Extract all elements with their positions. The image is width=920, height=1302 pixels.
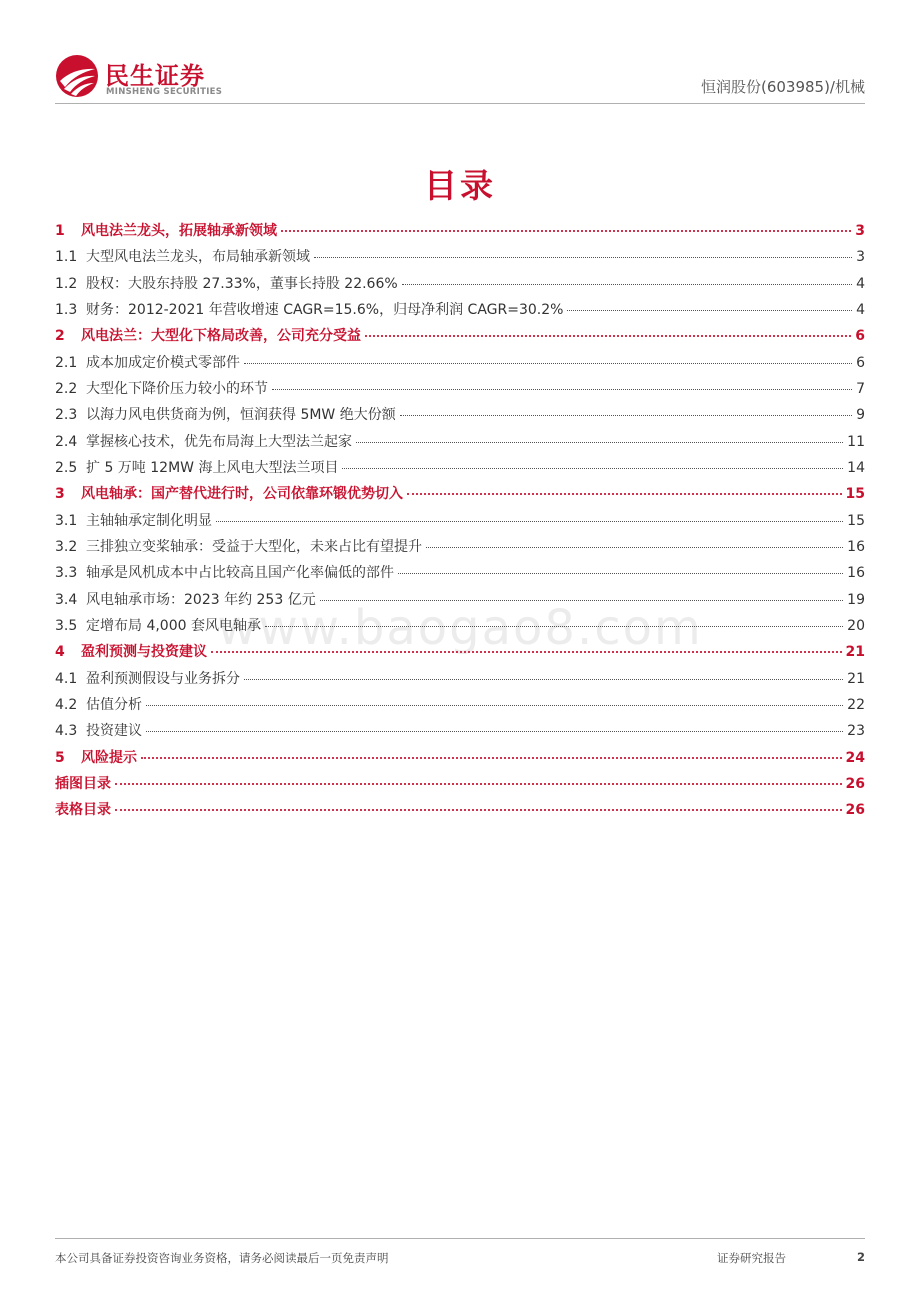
toc-dot-leader [216,521,843,522]
toc-entry-page: 19 [847,591,865,608]
toc-dot-leader [141,757,842,759]
toc-entry[interactable] [55,220,865,246]
toc-entry-title: 成本加成定价模式零部件 [86,354,240,371]
toc-dot-leader [272,389,852,390]
table-of-contents [55,220,865,826]
toc-dot-leader [146,705,843,706]
toc-entry-title: 表格目录 [55,802,111,819]
minsheng-logo [55,54,255,100]
toc-entry[interactable] [55,378,865,404]
toc-entry[interactable] [55,536,865,562]
toc-entry-title: 风险提示 [81,749,137,766]
toc-entry-page: 3 [855,223,865,239]
toc-entry-page: 15 [847,512,865,529]
toc-entry-number: 4 [55,644,65,661]
toc-dot-leader [211,651,842,653]
report-tag: 恒润股份(603985)/机械 [700,78,865,96]
toc-entry-page: 4 [856,301,865,318]
toc-entry[interactable] [55,457,865,483]
toc-entry-number: 4.1 [55,670,78,687]
toc-dot-leader [407,493,842,495]
toc-entry-title: 掌握核心技术，优先布局海上大型法兰起家 [86,433,352,450]
toc-entry-page: 11 [847,433,865,450]
toc-entry-number: 1.3 [55,301,78,318]
toc-entry-page: 4 [856,275,865,292]
toc-entry-page: 21 [847,670,865,687]
toc-entry-number: 1.2 [55,275,78,292]
toc-entry-page: 15 [845,486,865,503]
toc-entry[interactable] [55,352,865,378]
toc-entry-number: 2.4 [55,433,78,450]
toc-entry-page: 16 [847,538,865,555]
toc-entry[interactable] [55,299,865,325]
toc-entry-title: 投资建议 [86,723,142,740]
toc-dot-leader [314,257,852,258]
toc-entry-page: 20 [847,617,865,634]
toc-entry-page: 6 [855,328,865,345]
toc-dot-leader [244,679,843,680]
toc-entry[interactable] [55,615,865,641]
toc-entry-number: 1.1 [55,249,78,266]
toc-entry-page: 16 [847,565,865,582]
toc-entry-title: 大型化下降价压力较小的环节 [86,380,268,397]
toc-entry-number: 5 [55,749,65,766]
toc-dot-leader [426,547,843,548]
toc-entry-number: 3.3 [55,565,78,582]
toc-entry-title: 主轴轴承定制化明显 [86,512,212,529]
toc-entry-page: 26 [845,775,865,792]
toc-entry-number: 3.5 [55,617,78,634]
toc-entry-title: 定增布局 4,000 套风电轴承 [86,617,261,634]
toc-entry-number: 2.5 [55,459,78,476]
toc-entry-page: 21 [845,644,865,661]
watermark: www.baogao8.com [217,600,703,656]
toc-entry-number: 4.2 [55,696,78,713]
toc-entry[interactable] [55,668,865,694]
toc-dot-leader [115,809,842,811]
toc-entry-title: 估值分析 [86,696,142,713]
header-divider [55,103,865,104]
toc-dot-leader [398,573,843,574]
toc-entry-title: 插图目录 [55,775,111,792]
footer-disclaimer: 本公司具备证券投资咨询业务资格，请务必阅读最后一页免责声明 [55,1251,389,1265]
toc-entry[interactable] [55,589,865,615]
toc-dot-leader [342,468,843,469]
toc-entry[interactable] [55,325,865,351]
toc-entry[interactable] [55,404,865,430]
toc-entry[interactable] [55,641,865,667]
toc-entry[interactable] [55,510,865,536]
toc-entry-number: 2.1 [55,354,78,371]
toc-dot-leader [281,230,851,232]
toc-dot-leader [244,363,852,364]
footer-divider [55,1238,865,1239]
toc-entry[interactable] [55,483,865,509]
logo-text-cn: 民生证券 [105,62,205,90]
toc-entry[interactable] [55,747,865,773]
logo-text-en: MINSHENG SECURITIES [106,87,223,97]
toc-entry-page: 24 [845,749,865,766]
toc-entry-title: 轴承是风机成本中占比较高且国产化率偏低的部件 [86,565,394,582]
toc-entry-page: 6 [856,354,865,371]
page-header [55,50,865,105]
toc-entry-number: 1 [55,223,65,239]
toc-entry-title: 盈利预测与投资建议 [81,644,207,661]
toc-dot-leader [402,284,852,285]
toc-entry-title: 风电轴承：国产替代进行时，公司依靠环锻优势切入 [81,486,403,503]
toc-entry[interactable] [55,246,865,272]
toc-entry-title: 扩 5 万吨 12MW 海上风电大型法兰项目 [86,459,339,476]
toc-entry-page: 26 [845,802,865,819]
toc-entry-title: 风电法兰：大型化下格局改善，公司充分受益 [81,328,361,345]
toc-entry-page: 7 [856,380,865,397]
toc-dot-leader [115,783,842,785]
toc-entry-page: 9 [856,407,865,424]
toc-dot-leader [356,442,843,443]
toc-entry-page: 14 [847,459,865,476]
toc-dot-leader [320,600,843,601]
toc-dot-leader [146,731,843,732]
toc-entry-number: 4.3 [55,723,78,740]
toc-entry-number: 3.4 [55,591,78,608]
toc-entry-title: 三排独立变桨轴承：受益于大型化，未来占比有望提升 [86,538,422,555]
footer-page-number: 2 [856,1250,865,1264]
toc-entry-title: 股权：大股东持股 27.33%，董事长持股 22.66% [86,275,398,292]
toc-dot-leader [400,415,852,416]
minsheng-logo-icon [55,54,99,98]
toc-entry-number: 2.3 [55,407,78,424]
toc-entry-title: 盈利预测假设与业务拆分 [86,670,240,687]
toc-entry[interactable] [55,431,865,457]
toc-dot-leader [265,626,843,627]
toc-dot-leader [365,335,851,337]
toc-entry-page: 23 [847,723,865,740]
toc-entry-title: 大型风电法兰龙头，布局轴承新领域 [86,249,310,266]
toc-entry-number: 2.2 [55,380,78,397]
toc-entry-title: 风电轴承市场：2023 年约 253 亿元 [86,591,316,608]
toc-entry-page: 3 [856,249,865,266]
toc-entry[interactable] [55,694,865,720]
toc-entry-number: 3 [55,486,65,503]
toc-entry-page: 22 [847,696,865,713]
toc-entry-title: 风电法兰龙头，拓展轴承新领域 [81,223,277,239]
toc-entry[interactable] [55,273,865,299]
toc-title: 目录 [424,166,496,205]
toc-entry-title: 以海力风电供货商为例，恒润获得 5MW 绝大份额 [86,407,396,424]
toc-entry-title: 财务：2012-2021 年营收增速 CAGR=15.6%，归母净利润 CAGR=30.2% [86,301,564,318]
toc-entry-number: 2 [55,328,65,345]
toc-entry[interactable] [55,562,865,588]
toc-entry-number: 3.1 [55,512,78,529]
toc-entry-number: 3.2 [55,538,78,555]
toc-entry[interactable] [55,720,865,746]
toc-dot-leader [567,310,852,311]
toc-entry[interactable] [55,799,865,825]
toc-entry[interactable] [55,773,865,799]
footer-doc-type: 证券研究报告 [717,1251,786,1265]
